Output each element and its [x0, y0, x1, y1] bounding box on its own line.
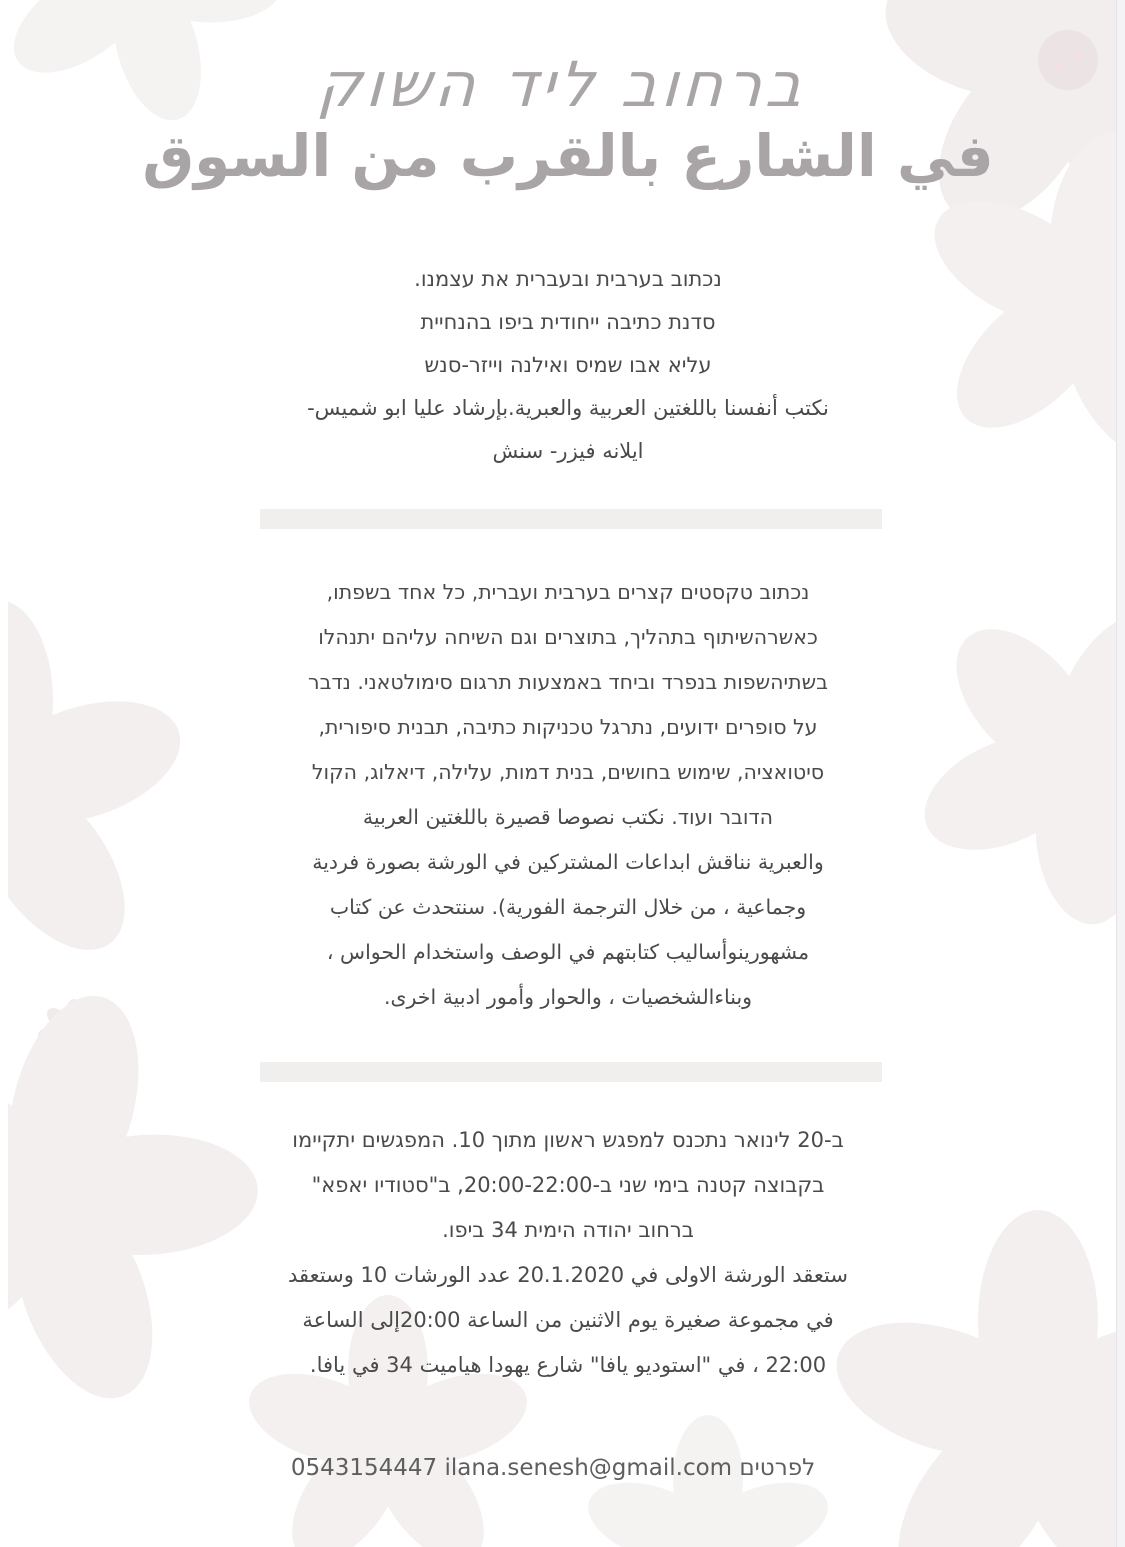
contact-info	[8, 1455, 1098, 1481]
divider-1	[260, 509, 882, 529]
description-line: والعبرية نناقش ابداعات المشتركين في الورشة بصورة فردية	[312, 850, 824, 874]
schedule-line: ستعقد الورشة الاولى في 20.1.2020 عدد الورشات 10 وستعقد	[288, 1263, 848, 1287]
schedule-line: في مجموعة صغيرة يوم الاثنين من الساعة 20:00إلى الساعة	[302, 1308, 834, 1332]
schedule-line: 22:00 ، في "استوديو يافا" شارع يهودا هياميت 34 في يافا.	[309, 1353, 827, 1377]
description-line: وجماعية ، من خلال الترجمة الفورية). سنتحدث عن كتاب	[329, 895, 807, 919]
description-line: נכתוב טקסטים קצרים בערבית ועברית, כל אחד בשפתו,	[326, 580, 810, 604]
description-line: مشهورينوأساليب كتابتهم في الوصف واستخدام الحواس ،	[326, 940, 810, 964]
title-hebrew: ברחוב ליד השוק	[315, 48, 809, 121]
divider-2	[260, 1062, 882, 1082]
intro-line: ايلانه فيزر- سنش	[492, 439, 644, 463]
schedule-text	[198, 1118, 938, 1388]
title-arabic: في الشارع بالقرب من السوق	[142, 122, 994, 190]
intro-line: נכתוב בערבית ובעברית את עצמנו.	[414, 267, 722, 291]
description-line: סיטואציה, שימוש בחושים, בנית דמות, עלילה, דיאלוג, הקול	[311, 760, 825, 784]
contact-phone[interactable]: 0543154447	[290, 1455, 438, 1481]
description-line: בשתיהשפות בנפרד וביחד באמצעות תרגום סימולטאני. נדבר	[308, 670, 828, 694]
contact-label: לפרטים	[739, 1455, 816, 1481]
schedule-line: ברחוב יהודה הימית 34 ביפו.	[442, 1218, 694, 1242]
schedule-line: ב-20 לינואר נתכנס למפגש ראשון מתוך 10. המפגשים יתקיימו	[292, 1128, 844, 1152]
page-edge	[1116, 0, 1125, 1547]
schedule-line: בקבוצה קטנה בימי שני ב-20:00-22:00, ב"סטודיו יאפא"	[311, 1173, 825, 1197]
description-line: כאשרהשיתוף בתהליך, בתוצרים וגם השיחה עליהם יתנהלו	[318, 625, 818, 649]
intro-line: עליא אבו שמיס ואילנה וייזר-סנש	[424, 353, 712, 377]
flyer-content	[8, 0, 1116, 1547]
intro-line: نكتب أنفسنا باللغتين العربية والعبرية.بإرشاد عليا ابو شميس-	[307, 396, 829, 420]
contact-email[interactable]: ilana.senesh@gmail.com	[444, 1455, 733, 1481]
intro-text	[198, 258, 938, 473]
intro-line: סדנת כתיבה ייחודית ביפו בהנחיית	[420, 310, 716, 334]
description-line: הדובר ועוד. نكتب نصوصا قصيرة باللغتين العربية	[362, 805, 774, 829]
description-line: وبناءالشخصيات ، والحوار وأمور ادبية اخرى.	[383, 985, 753, 1009]
description-line: על סופרים ידועים, נתרגל טכניקות כתיבה, תבנית סיפורית,	[318, 715, 818, 739]
description-text	[198, 570, 938, 1020]
flyer-page	[8, 0, 1116, 1547]
